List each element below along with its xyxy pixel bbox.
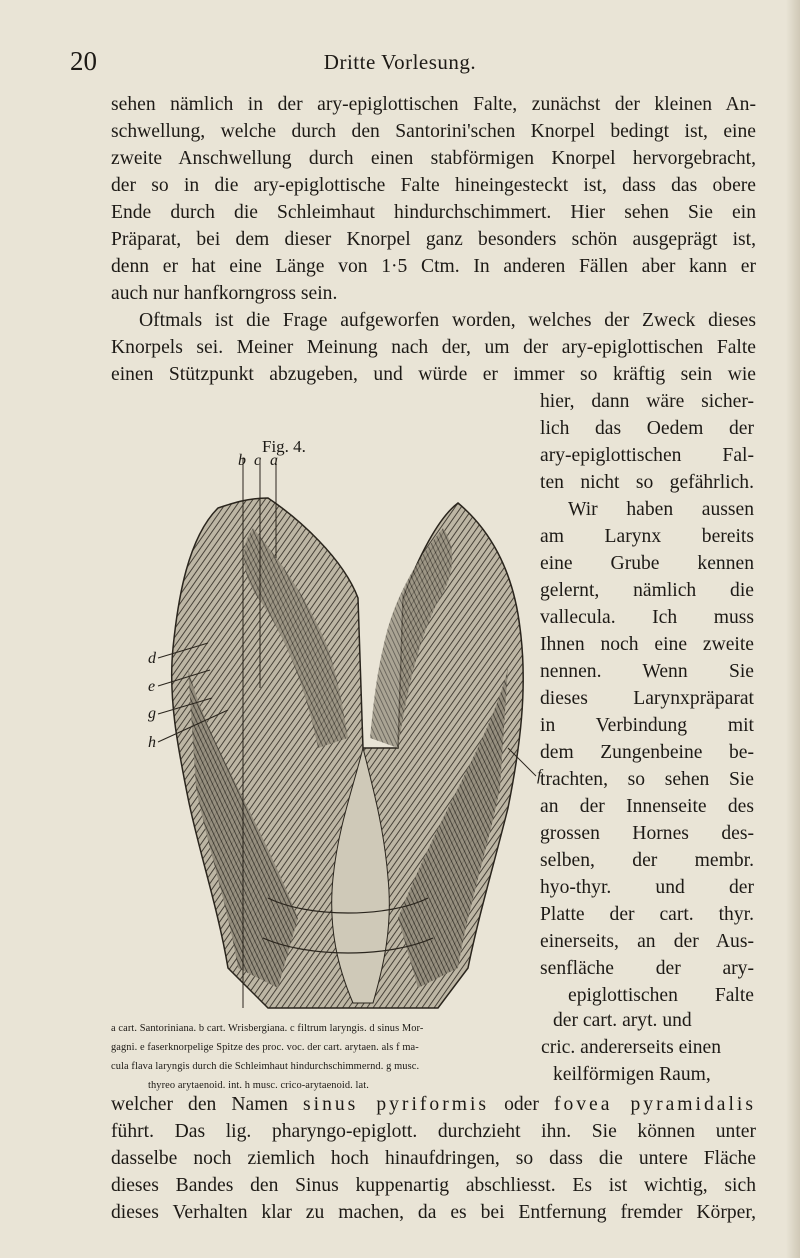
text-line: sehen nämlich in der ary-epiglottischen Falte, zunächst der kleinen An- — [111, 94, 756, 115]
column-line: ten nicht so gefährlich. — [540, 472, 754, 493]
figure-caption-line: thyreo arytaenoid. int. h musc. crico-arytaenoid. lat. — [148, 1080, 369, 1091]
term-fovea-pyramidalis: fovea pyramidalis — [553, 1094, 756, 1115]
figure-label-g: g — [148, 705, 156, 722]
text-line: dieses Bandes den Sinus kuppenartig abschliesst. Es ist wichtig, sich — [111, 1175, 756, 1196]
column-line: an der Innenseite des — [540, 796, 754, 817]
text-line: einen Stützpunkt abzugeben, und würde er immer so kräftig sein wie — [111, 364, 756, 385]
text-line: denn er hat eine Länge von 1·5 Ctm. In anderen Fällen aber kann er — [111, 256, 756, 277]
figure-caption-line: cula flava laryngis durch die Schleimhaut hindurchschimmernd. g musc. — [111, 1061, 420, 1072]
column-line: der cart. aryt. und — [553, 1010, 692, 1031]
column-line: keilförmigen Raum, — [553, 1064, 711, 1085]
text-run: oder — [489, 1094, 554, 1115]
column-line: Ihnen noch eine zweite — [540, 634, 754, 655]
figure-label-d: d — [148, 650, 156, 667]
column-line: trachten, so sehen Sie — [540, 769, 754, 790]
larynx-illustration — [148, 448, 548, 1018]
term-sinus-pyriformis: sinus pyriformis — [303, 1094, 490, 1115]
column-line: vallecula. Ich muss — [540, 607, 754, 628]
running-head: Dritte Vorlesung. — [323, 50, 477, 74]
text-line: schwellung, welche durch den Santorini'schen Knorpel bedingt ist, eine — [111, 121, 756, 142]
text-line: zweite Anschwellung durch einen stabförmigen Knorpel hervorgebracht, — [111, 148, 756, 169]
text-line: auch nur hanfkorngross sein. — [111, 283, 338, 304]
column-line: hyo-thyr. und der — [540, 877, 754, 898]
column-line: selben, der membr. — [540, 850, 754, 871]
column-line: senfläche der ary- — [540, 958, 754, 979]
column-line: ary-epiglottischen Fal- — [540, 445, 754, 466]
text-line — [111, 1091, 756, 1118]
column-line: Wir haben aussen — [568, 499, 754, 520]
text-line: führt. Das lig. pharyngo-epiglott. durchzieht ihn. Sie können unter — [111, 1121, 756, 1142]
column-line: gelernt, nämlich die — [540, 580, 754, 601]
column-line: lich das Oedem der — [540, 418, 754, 439]
column-line: dem Zungenbeine be- — [540, 742, 754, 763]
page-number: 20 — [70, 46, 97, 76]
column-line: epiglottischen Falte — [568, 985, 754, 1006]
text-line: dasselbe noch ziemlich hoch hinaufdringen, so dass die untere Fläche — [111, 1148, 756, 1169]
figure-label-f: f — [537, 767, 542, 784]
column-line: dieses Larynxpräparat — [540, 688, 754, 709]
column-line: am Larynx bereits — [540, 526, 754, 547]
column-line: eine Grube kennen — [540, 553, 754, 574]
text-line: Knorpels sei. Meiner Meinung nach der, um der ary-epiglottischen Falte — [111, 337, 756, 358]
column-line: nennen. Wenn Sie — [540, 661, 754, 682]
column-line: Platte der cart. thyr. — [540, 904, 754, 925]
column-line: einerseits, an der Aus- — [540, 931, 754, 952]
figure-caption-line: gagni. e faserknorpelige Spitze des proc. voc. der cart. arytaen. als f ma- — [111, 1042, 419, 1053]
text-run: welcher den Namen — [111, 1094, 303, 1115]
text-line: Ende durch die Schleimhaut hindurchschimmert. Hier sehen Sie ein — [111, 202, 756, 223]
figure-label-c: c — [254, 452, 262, 469]
text-line: der so in die ary-epiglottische Falte hineingesteckt ist, dass das obere — [111, 175, 756, 196]
text-line: dieses Verhalten klar zu machen, da es bei Entfernung fremder Körper, — [111, 1202, 756, 1223]
column-line: cric. andererseits einen — [541, 1037, 722, 1058]
column-line: hier, dann wäre sicher- — [540, 391, 754, 412]
column-line: grossen Hornes des- — [540, 823, 754, 844]
figure-title: Fig. 4. — [262, 437, 306, 456]
column-line: in Verbindung mit — [540, 715, 754, 736]
figure-caption-line: a cart. Santoriniana. b cart. Wrisbergiana. c filtrum laryngis. d sinus Mor- — [111, 1023, 424, 1034]
figure-label-b: b — [238, 452, 246, 469]
figure-label-a: a — [270, 452, 278, 469]
page-edge-shadow — [786, 0, 800, 1258]
text-line: Präparat, bei dem dieser Knorpel ganz besonders schön ausgeprägt ist, — [111, 229, 756, 250]
figure-label-e: e — [148, 678, 156, 695]
figure-label-h: h — [148, 734, 156, 751]
text-line: Oftmals ist die Frage aufgeworfen worden, welches der Zweck dieses — [139, 310, 756, 331]
